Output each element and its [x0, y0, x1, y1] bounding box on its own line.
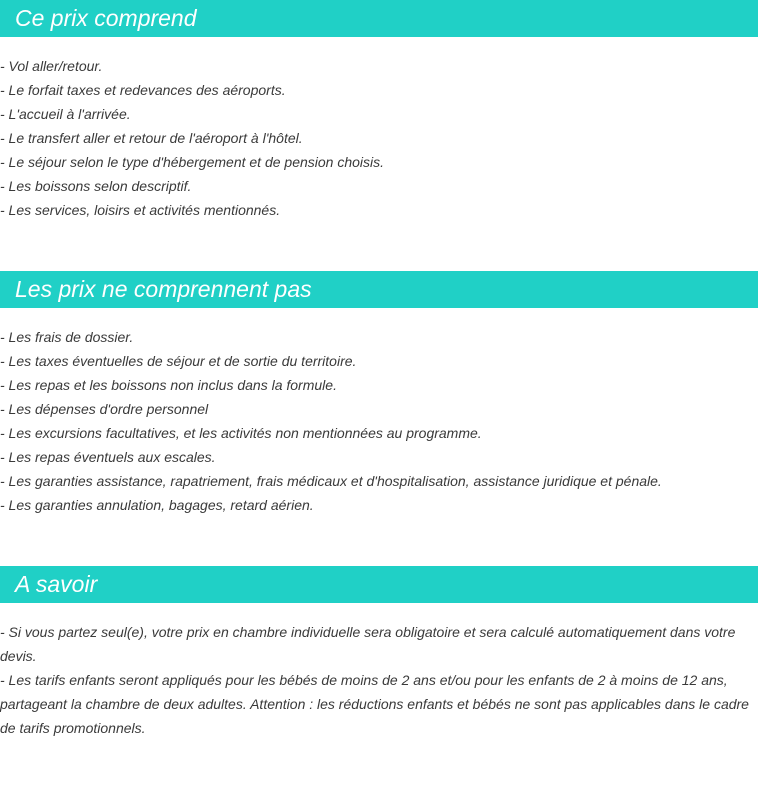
list-item: - Les repas et les boissons non inclus dans la formule. [0, 377, 337, 393]
list-item: - Le forfait taxes et redevances des aéroports. [0, 82, 286, 98]
list-item: - Les boissons selon descriptif. [0, 178, 192, 194]
section-title: Ce prix comprend [15, 5, 197, 31]
list-item: - Les frais de dossier. [0, 329, 134, 345]
section-header [0, 0, 758, 37]
section-header [0, 566, 758, 603]
list-item: - Le transfert aller et retour de l'aéroport à l'hôtel. [0, 130, 303, 146]
list-item: - Les repas éventuels aux escales. [0, 449, 216, 465]
item-list [0, 603, 758, 740]
section-title: Les prix ne comprennent pas [15, 276, 312, 302]
item-list [0, 37, 758, 222]
section-title: A savoir [15, 571, 98, 597]
item-list [0, 308, 758, 517]
list-item: - Le séjour selon le type d'hébergement et de pension choisis. [0, 154, 385, 170]
section-header [0, 271, 758, 308]
list-item: - Les dépenses d'ordre personnel [0, 401, 209, 417]
list-item: - Les tarifs enfants seront appliqués pour les bébés de moins de 2 ans et/ou pour les enfants de 2 à moins de 12 ans, partageant la chambre de deux adultes. Attention : les réductions enfants et bébés ne sont pas applicables dans le cadre de tarifs promotionnels. [0, 672, 749, 736]
list-item: - L'accueil à l'arrivée. [0, 106, 131, 122]
list-item: - Les garanties assistance, rapatriement, frais médicaux et d'hospitalisation, assistance juridique et pénale. [0, 473, 662, 489]
list-item: - Les taxes éventuelles de séjour et de sortie du territoire. [0, 353, 357, 369]
section-price-includes [0, 0, 758, 222]
list-item: - Les garanties annulation, bagages, retard aérien. [0, 497, 314, 513]
list-item: - Les services, loisirs et activités mentionnés. [0, 202, 281, 218]
list-item: - Si vous partez seul(e), votre prix en chambre individuelle sera obligatoire et sera calculé automatiquement dans votre devis. [0, 624, 736, 664]
list-item: - Les excursions facultatives, et les activités non mentionnées au programme. [0, 425, 482, 441]
section-good-to-know [0, 566, 758, 740]
section-price-excludes [0, 271, 758, 517]
list-item: - Vol aller/retour. [0, 58, 103, 74]
